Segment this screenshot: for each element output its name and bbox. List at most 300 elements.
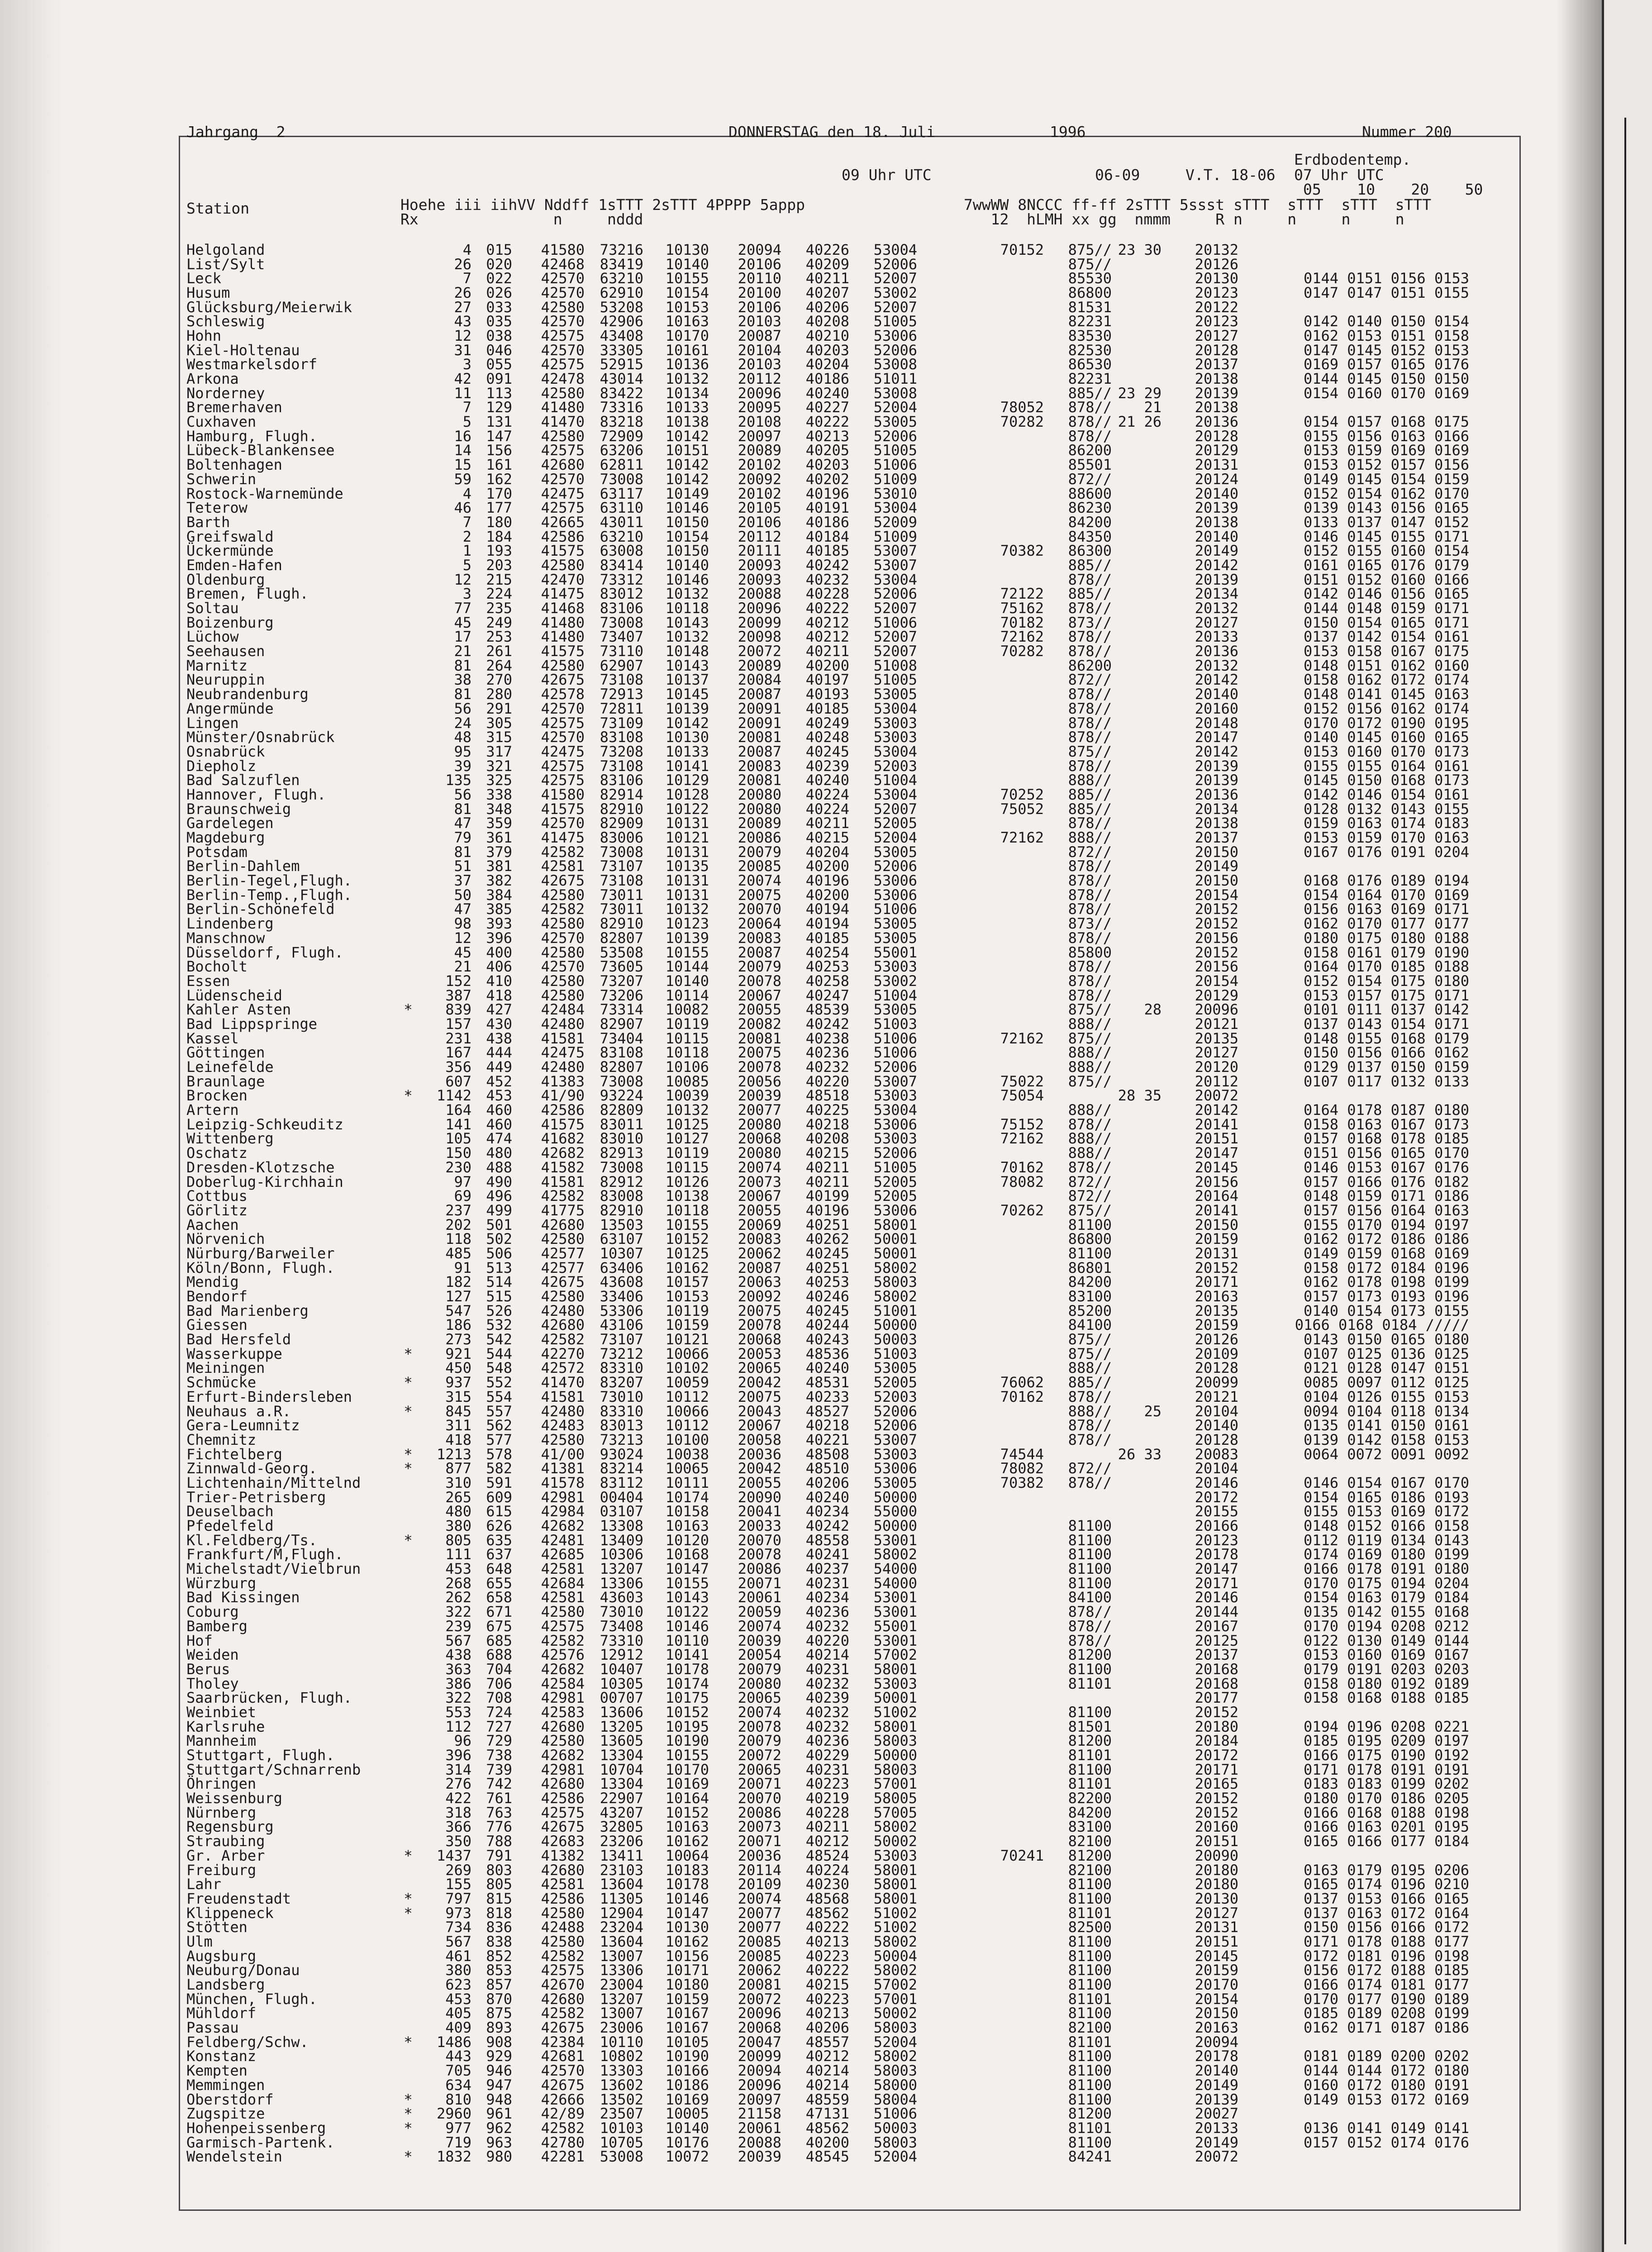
station-name: Memmingen [186,2076,265,2094]
group-ihvv: 42680 [541,456,585,474]
table-row [186,486,1469,501]
elevation: 450 [445,1359,471,1377]
group-ihvv: 42675 [541,2076,585,2094]
station-name: Dresden-Klotzsche [186,1158,335,1176]
station-id: 838 [486,1933,512,1950]
station-name: Emden-Hafen [186,556,282,574]
station-id: 496 [486,1187,512,1205]
group-nddff: 43014 [600,370,643,388]
group-5appp: 58002 [873,1546,917,1563]
group-4pppp: 40194 [805,915,849,933]
group-1sttt: 10157 [665,1273,709,1291]
group-2sttt-night: 20170 [1195,1976,1238,1994]
group-4pppp: 40207 [805,284,849,301]
group-8nccc: 888// [1068,1101,1112,1119]
group-2sttt-night: 20154 [1195,886,1238,904]
station-id: 577 [486,1431,512,1448]
group-wwww: 74544 [1000,1445,1044,1463]
group-nddff: 32805 [600,1818,643,1836]
elevation: 977 [445,2119,471,2137]
soil-temps: 0153 0159 0169 0169 [1303,442,1469,459]
group-8nccc: 82231 [1068,313,1112,330]
table-row [186,1992,1469,2006]
interval-1806-heading: V.T. 18-06 [1185,166,1276,184]
group-2sttt-night: 20126 [1195,1331,1238,1348]
group-2sttt-night: 20142 [1195,1101,1238,1119]
station-id: 542 [486,1331,512,1348]
group-nddff: 73110 [600,643,643,660]
group-2sttt-night: 20152 [1195,915,1238,933]
group-ihvv: 42981 [541,1689,585,1707]
group-ihvv: 41475 [541,585,585,603]
group-1sttt: 10121 [665,1331,709,1348]
group-8nccc: 81200 [1068,1732,1112,1750]
group-2sttt: 20070 [738,1531,781,1549]
group-5appp: 58005 [873,1790,917,1807]
group-2sttt-night: 20129 [1195,442,1238,459]
elevation: 1486 [436,2033,471,2051]
station-name: Soltau [186,600,239,617]
station-id: 317 [486,743,512,760]
group-nddff: 13304 [600,1747,643,1764]
group-8nccc: 81101 [1068,2033,1112,2051]
group-4pppp: 40243 [805,1331,849,1348]
group-8nccc: 878// [1068,700,1112,717]
elevation: 81 [454,657,471,674]
group-ihvv: 42581 [541,857,585,875]
soil-temps: 0150 0156 0166 0172 [1303,1919,1469,1936]
table-row [186,601,1469,615]
soil-temps: 0166 0168 0184 ///// [1295,1316,1469,1334]
group-8nccc: 81100 [1068,2047,1112,2065]
table-row [186,1132,1469,1146]
group-1sttt: 10171 [665,1962,709,1979]
soil-temps: 0149 0153 0172 0169 [1303,2090,1469,2108]
group-4pppp: 40249 [805,714,849,732]
group-2sttt: 20103 [738,313,781,330]
station-heading: Station [186,200,250,217]
group-2sttt-night: 20109 [1195,1345,1238,1362]
group-ihvv: 42580 [541,556,585,574]
group-4pppp: 40186 [805,513,849,531]
group-8nccc: 878// [1068,1603,1112,1621]
soil-temps: 0145 0150 0168 0173 [1303,771,1469,789]
group-8nccc: 83100 [1068,1288,1112,1305]
group-wwww: 70252 [1000,786,1044,803]
group-8nccc: 875// [1068,255,1112,273]
group-4pppp: 40205 [805,442,849,459]
group-5appp: 51003 [873,1015,917,1033]
station-id: 321 [486,757,512,775]
soil-temps: 0107 0117 0132 0133 [1303,1072,1469,1090]
group-2sttt-night: 20172 [1195,1747,1238,1764]
group-5appp: 53006 [873,886,917,904]
soil-temps: 0166 0168 0188 0198 [1303,1804,1469,1821]
group-ihvv: 42572 [541,1359,585,1377]
group-2sttt: 20080 [738,1115,781,1133]
group-8nccc: 878// [1068,1632,1112,1649]
group-2sttt: 20080 [738,800,781,818]
group-nddff: 73011 [600,886,643,904]
group-nddff: 73011 [600,900,643,918]
station-name: Braunschweig [186,800,291,818]
elevation: 366 [445,1818,471,1836]
group-1sttt: 10102 [665,1359,709,1377]
group-5appp: 52006 [873,1144,917,1162]
station-name: Bad Lippspringe [186,1015,317,1033]
station-id: 615 [486,1503,512,1520]
station-name: Hamburg, Flugh. [186,427,317,445]
table-row [186,1676,1469,1691]
group-nddff: 82910 [600,915,643,933]
group-2sttt: 20079 [738,1660,781,1678]
group-2sttt-night: 20135 [1195,1029,1238,1047]
station-id: 729 [486,1732,512,1750]
group-ihvv: 42582 [541,1331,585,1348]
elevation: 705 [445,2062,471,2080]
station-id: 488 [486,1158,512,1176]
group-5appp: 54000 [873,1574,917,1592]
group-8nccc: 84200 [1068,1273,1112,1291]
group-1sttt: 10170 [665,327,709,344]
group-4pppp: 40212 [805,1833,849,1850]
group-2sttt: 20085 [738,1947,781,1965]
group-2sttt-night: 20128 [1195,341,1238,359]
soil-temps: 0148 0155 0168 0179 [1303,1029,1469,1047]
table-row [186,1447,1469,1462]
elevation: 2960 [436,2105,471,2123]
soil-temps: 0149 0159 0168 0169 [1303,1244,1469,1262]
group-ihvv: 41381 [541,1460,585,1477]
group-8nccc: 82500 [1068,1919,1112,1936]
station-id: 870 [486,1990,512,2008]
station-id: 215 [486,571,512,588]
group-5appp: 53003 [873,728,917,746]
group-ihvv: 42570 [541,2062,585,2080]
station-id: 791 [486,1847,512,1864]
elevation: 315 [445,1388,471,1405]
group-ihvv: 42575 [541,771,585,789]
elevation: 21 [454,958,471,976]
table-row [186,1318,1469,1333]
table-row [186,873,1469,888]
station-id: 131 [486,413,512,431]
group-1sttt: 10186 [665,2076,709,2094]
group-ihvv: 41383 [541,1072,585,1090]
group-nddff: 33406 [600,1288,643,1305]
station-id: 393 [486,915,512,933]
group-5appp: 53002 [873,284,917,301]
group-ihvv: 42570 [541,814,585,832]
table-row [186,1390,1469,1404]
group-2sttt: 20102 [738,485,781,502]
group-ihvv: 42675 [541,872,585,890]
elevation: 79 [454,829,471,847]
group-5appp: 58001 [873,1890,917,1907]
group-nddff: 43106 [600,1316,643,1334]
group-2sttt-night: 20027 [1195,2105,1238,2123]
group-1sttt: 10178 [665,1876,709,1893]
group-2sttt: 20091 [738,700,781,717]
group-2sttt-night: 20151 [1195,1130,1238,1147]
group-wwww: 78082 [1000,1173,1044,1190]
group-ihvv: 42475 [541,485,585,502]
elevation: 105 [445,1130,471,1147]
group-4pppp: 40234 [805,1503,849,1520]
group-nddff: 43608 [600,1273,643,1291]
elevation: 167 [445,1044,471,1062]
group-2sttt: 20039 [738,1632,781,1649]
group-1sttt: 10133 [665,743,709,760]
table-row [186,1805,1469,1820]
group-5appp: 53006 [873,1460,917,1477]
group-5appp: 53008 [873,384,917,402]
group-1sttt: 10112 [665,1388,709,1405]
elevation: 12 [454,327,471,344]
group-1sttt: 10130 [665,241,709,258]
group-ihvv: 42681 [541,2047,585,2065]
station-name: Kempten [186,2062,248,2080]
station-id: 591 [486,1474,512,1491]
group-2sttt: 20081 [738,728,781,746]
station-name: Würzburg [186,1574,257,1592]
group-8nccc: 81100 [1068,1546,1112,1563]
soil-temps: 0166 0175 0190 0192 [1303,1747,1469,1764]
table-row [186,1734,1469,1748]
group-5appp: 53001 [873,1603,917,1621]
group-2sttt-night: 20152 [1195,1259,1238,1276]
table-row [186,414,1469,429]
group-1sttt: 10146 [665,1617,709,1635]
group-1sttt: 10155 [665,1574,709,1592]
group-1sttt: 10110 [665,1632,709,1649]
elevation: 553 [445,1703,471,1721]
group-nddff: 73216 [600,241,643,258]
group-8nccc: 872// [1068,843,1112,861]
elevation: 12 [454,571,471,588]
table-row [186,1963,1469,1978]
elevation: 810 [445,2090,471,2108]
station-id: 501 [486,1216,512,1233]
group-nddff: 83414 [600,556,643,574]
mountain-marker: * [404,1445,413,1463]
soil-temps: 0169 0157 0165 0176 [1303,356,1469,373]
group-nddff: 82914 [600,786,643,803]
elevation: 16 [454,427,471,445]
station-name: Berlin-Tegel,Flugh. [186,872,352,890]
group-1sttt: 10147 [665,1904,709,1922]
soil-temps: 0165 0166 0177 0184 [1303,1833,1469,1850]
station-id: 180 [486,513,512,531]
table-row [186,343,1469,357]
group-2sttt-night: 20127 [1195,327,1238,344]
group-1sttt: 10119 [665,1144,709,1162]
group-nddff: 11305 [600,1890,643,1907]
soil-temps: 0155 0170 0194 0197 [1303,1216,1469,1233]
elevation: 269 [445,1861,471,1879]
group-2sttt-night: 20133 [1195,628,1238,646]
group-2sttt: 20062 [738,1962,781,1979]
group-nddff: 42906 [600,313,643,330]
mountain-marker: * [404,1001,413,1019]
station-name: Nörvenich [186,1230,265,1248]
station-name: Regensburg [186,1818,274,1836]
group-4pppp: 40206 [805,298,849,316]
station-name: Tholey [186,1675,239,1692]
group-8nccc: 878// [1068,600,1112,617]
group-nddff: 23004 [600,1976,643,1994]
group-8nccc: 86530 [1068,356,1112,373]
group-4pppp: 40262 [805,1230,849,1248]
group-2sttt: 20103 [738,356,781,373]
group-1sttt: 10164 [665,1790,709,1807]
table-row [186,500,1469,515]
elevation: 182 [445,1273,471,1291]
soil-temps: 0154 0160 0170 0169 [1303,384,1469,402]
group-5appp: 53006 [873,327,917,344]
table-row [186,644,1469,658]
group-2sttt-night: 20132 [1195,241,1238,258]
group-1sttt: 10119 [665,1302,709,1319]
group-8nccc: 81100 [1068,1761,1112,1778]
station-name: Mannheim [186,1732,257,1750]
table-row [186,1418,1469,1433]
group-2sttt-night: 20156 [1195,929,1238,947]
station-id: 348 [486,800,512,818]
soil-temps: 0157 0166 0176 0182 [1303,1173,1469,1190]
group-ihvv: 42580 [541,972,585,990]
table-row [186,472,1469,486]
table-row [186,1189,1469,1203]
group-8nccc: 888// [1068,1015,1112,1033]
group-5appp: 52007 [873,643,917,660]
soil-temps: 0153 0160 0169 0167 [1303,1646,1469,1664]
station-name: Freudenstadt [186,1890,291,1907]
group-nddff: 13602 [600,2076,643,2094]
group-1sttt: 10145 [665,686,709,703]
elevation: 567 [445,1632,471,1649]
station-name: Berlin-Temp.,Flugh. [186,886,352,904]
group-2sttt: 20075 [738,1388,781,1405]
group-8nccc: 872// [1068,470,1112,488]
group-8nccc: 81101 [1068,1904,1112,1922]
group-2sttt-night: 20154 [1195,972,1238,990]
soil-temps: 0158 0162 0172 0174 [1303,671,1469,689]
group-8nccc: 885// [1068,556,1112,574]
group-1sttt: 10138 [665,413,709,431]
table-row [186,2135,1469,2150]
group-8nccc: 888// [1068,771,1112,789]
table-row [186,1347,1469,1361]
group-5appp: 53003 [873,714,917,732]
group-2sttt: 20078 [738,1718,781,1735]
elevation: 634 [445,2076,471,2094]
group-5appp: 51011 [873,370,917,388]
group-2sttt: 20072 [738,1990,781,2008]
group-nddff: 13502 [600,2090,643,2108]
station-name: Arkona [186,370,239,388]
station-name: Boltenhagen [186,456,282,474]
table-row [186,959,1469,974]
group-2sttt-night: 20152 [1195,1804,1238,1821]
group-2sttt: 20033 [738,1517,781,1535]
station-id: 513 [486,1259,512,1276]
group-1sttt: 10005 [665,2105,709,2123]
group-wwww: 70162 [1000,1158,1044,1176]
group-2sttt: 20078 [738,972,781,990]
group-2sttt-night: 20154 [1195,1990,1238,2008]
station-id: 562 [486,1417,512,1434]
soil-temps: 0153 0157 0175 0171 [1303,986,1469,1004]
group-2sttt-night: 20090 [1195,1847,1238,1864]
station-id: 788 [486,1833,512,1850]
station-name: Glücksburg/Meierwik [186,298,352,316]
group-2sttt: 20072 [738,643,781,660]
spine-shadow [1557,0,1602,2252]
station-name: Münster/Osnabrück [186,728,335,746]
group-1sttt: 10122 [665,1603,709,1621]
table-row [186,1476,1469,1490]
soil-temps: 0140 0145 0160 0165 [1303,728,1469,746]
station-name: Berus [186,1660,230,1678]
group-ihvv: 42675 [541,2019,585,2037]
group-8nccc: 878// [1068,628,1112,646]
group-2sttt: 20106 [738,255,781,273]
elevation: 81 [454,800,471,818]
group-2sttt: 20036 [738,1445,781,1463]
elevation: 1213 [436,1445,471,1463]
group-wwww: 70382 [1000,542,1044,560]
station-name: Bendorf [186,1288,248,1305]
group-5appp: 53004 [873,1101,917,1119]
group-8nccc: 878// [1068,886,1112,904]
group-2sttt-night: 20164 [1195,1187,1238,1205]
group-8nccc: 81100 [1068,2133,1112,2151]
group-2sttt-night: 20120 [1195,1058,1238,1076]
group-5appp: 54000 [873,1560,917,1578]
soil-temps: 0153 0159 0170 0163 [1303,829,1469,847]
station-name: Cottbus [186,1187,248,1205]
group-wwww: 75052 [1000,800,1044,818]
station-name: Saarbrücken, Flugh. [186,1689,352,1707]
group-2sttt-night: 20150 [1195,872,1238,890]
group-8nccc: 81100 [1068,1660,1112,1678]
group-2sttt: 20042 [738,1374,781,1391]
station-name: Gardelegen [186,814,274,832]
elevation: 973 [445,1904,471,1922]
group-5appp: 53005 [873,843,917,861]
group-2sttt: 20099 [738,2047,781,2065]
group-5appp: 53001 [873,1632,917,1649]
group-ihvv: 41/90 [541,1087,585,1105]
station-name: Weissenburg [186,1790,282,1807]
group-ihvv: 42478 [541,370,585,388]
group-ihvv: 42570 [541,270,585,287]
group-2sttt: 20087 [738,1259,781,1276]
soil-temps: 0144 0148 0159 0171 [1303,600,1469,617]
group-2sttt-night: 20136 [1195,786,1238,803]
group-2sttt: 20077 [738,1101,781,1119]
group-1sttt: 10140 [665,972,709,990]
group-1sttt: 10148 [665,643,709,660]
group-4pppp: 40213 [805,2004,849,2022]
group-nddff: 13308 [600,1517,643,1535]
group-nddff: 73212 [600,1345,643,1362]
group-4pppp: 40230 [805,1876,849,1893]
group-2sttt-night: 20150 [1195,1216,1238,1233]
station-id: 724 [486,1703,512,1721]
group-5appp: 53008 [873,356,917,373]
